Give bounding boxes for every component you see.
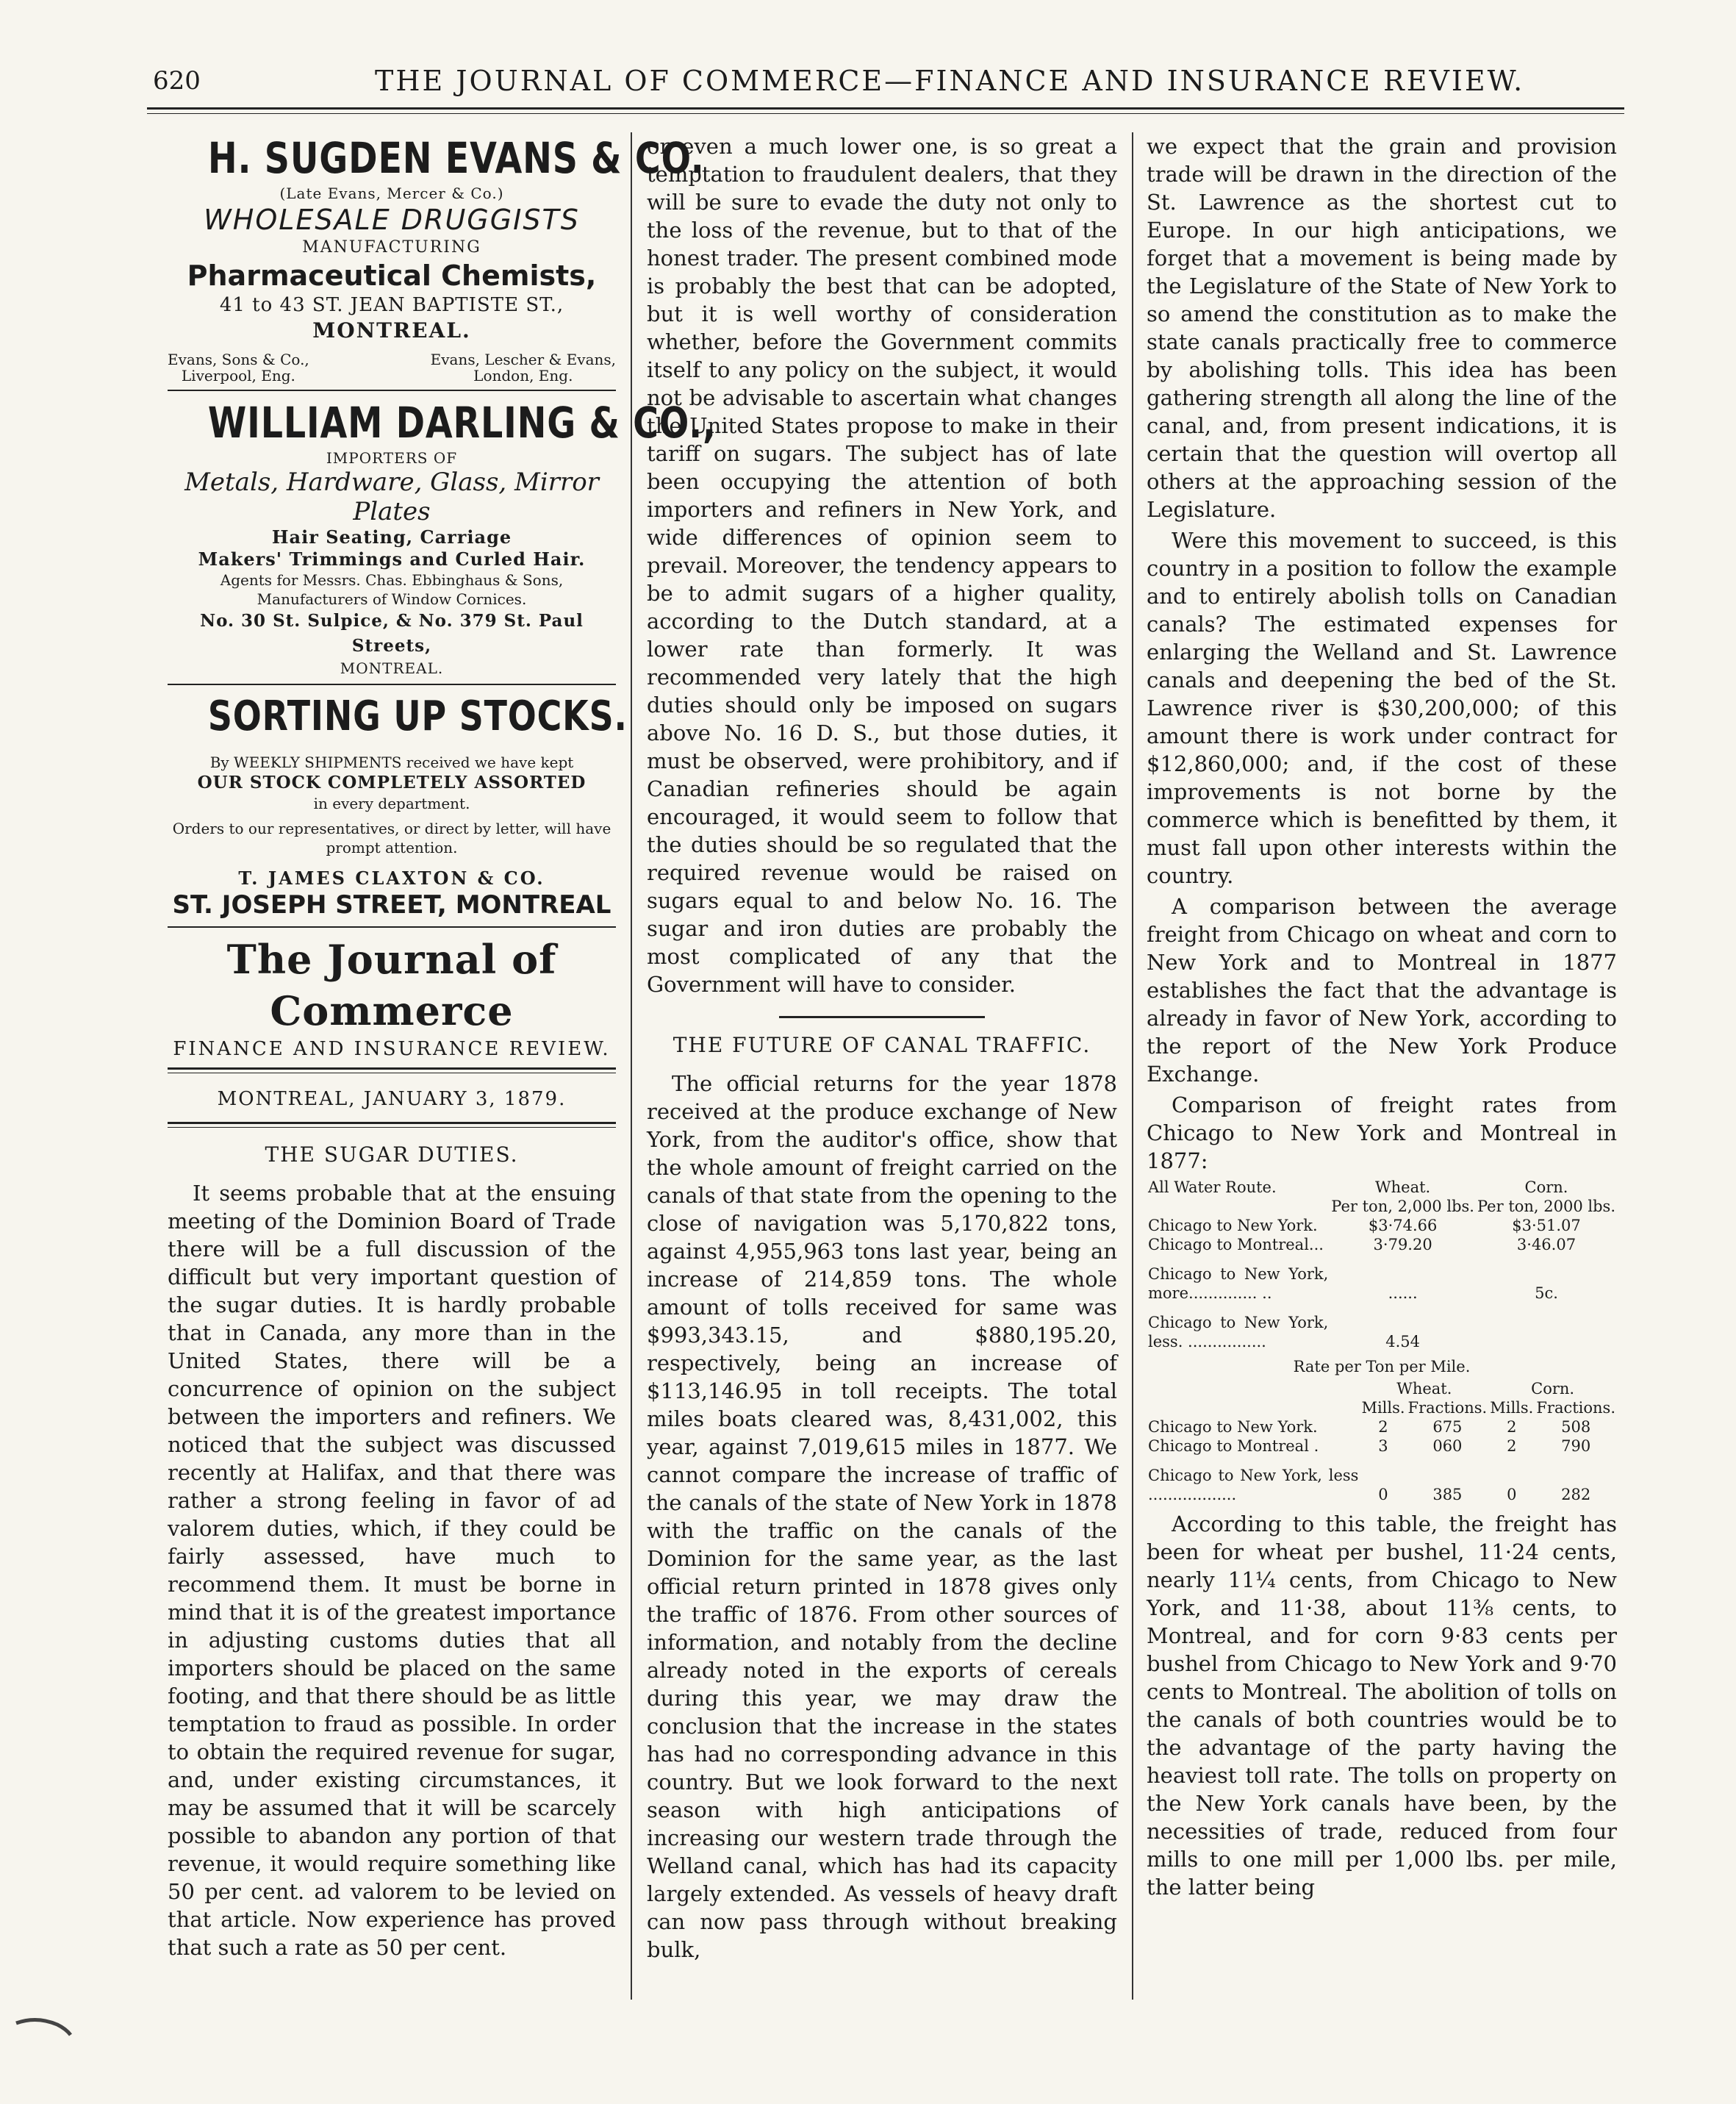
table-row xyxy=(1147,1303,1617,1351)
table-cell: Chicago to Montreal... xyxy=(1148,1236,1324,1253)
article-sugar-title: THE SUGAR DUTIES. xyxy=(265,1142,519,1167)
table-cell: 5c. xyxy=(1535,1284,1558,1302)
table-rate-title: Rate per Ton per Mile. xyxy=(1293,1358,1471,1375)
table-cell: Chicago to New York. xyxy=(1148,1418,1318,1436)
ad-evans-address: 41 to 43 ST. JEAN BAPTISTE ST., xyxy=(219,294,564,316)
article-sugar-paragraph: It seems probable that at the ensuing meeting of the Dominion Board of Trade there will be a full discussion of the difficult but very important question of the sugar duties. It is hardly probable that in Canada, any more than in the United States, there will be a concurrence of opinion on the subject between the importers and refiners. We noticed that the subject was discussed recently at Halifax, and that there was rather a strong feeling in favor of ad valorem duties, which, if they could be fairly assessed, have much to recommend them. It must be borne in mind that it is of the greatest importance in adjusting customs duties that all importers should be placed on the same footing, and that there should be as little temptation to fraud as possible. In order to obtain the required revenue for sugar, and, under existing circumstances, it may be assumed that it will be scarcely possible to abandon any portion of that revenue, it would require something like 50 per cent. ad valorem to be levied on that article. Now experience has proved that such a rate as 50 per cent. xyxy=(168,1181,616,1960)
header-rule xyxy=(147,107,1624,110)
agent-left-city: Liverpool, Eng. xyxy=(181,367,295,384)
ad-evans xyxy=(168,132,705,384)
table-row xyxy=(1147,1178,1617,1197)
table-wheat-unit: Per ton, 2,000 lbs. xyxy=(1331,1198,1474,1215)
table-cell: Chicago to New York, more.............. .. xyxy=(1148,1265,1329,1302)
ad-evans-chemists: Pharmaceutical Chemists, xyxy=(187,260,597,292)
ad-darling-address: No. 30 St. Sulpice, & No. 379 St. Paul Streets, xyxy=(200,611,584,656)
ad-divider xyxy=(168,684,616,685)
ad-claxton-line2: OUR STOCK COMPLETELY ASSORTED xyxy=(197,773,587,792)
ad-claxton-line1: By WEEKLY SHIPMENTS received we have kept xyxy=(209,754,574,771)
article-divider xyxy=(779,1016,985,1018)
rate-mills-header: Mills. xyxy=(1361,1399,1405,1417)
table-cell: 385 xyxy=(1432,1486,1463,1503)
ad-divider xyxy=(168,390,616,391)
article-sugar-paragraph-cont: or even a much lower one, is so great a temptation to fraudulent dealers, that they will be sure to evade the duty not only to the loss of the revenue, but to that of the honest trader. The present combined mode is probably the best that can be adopted, but it is well worthy of consideration whether, before the Government commits itself to any policy on the subject, it would not be advisable to ascertain what changes the United States propose to make in their tariff on sugars. The subject has of late been occupying the attention of both importers and refiners in New York, and wide differences of opinion seem to prevail. Moreover, the tendency appears to be to admit sugars of a higher quality, according to the Dutch standard, at a lower rate than formerly. It was recommended very lately that the high duties should only be imposed on sugars above No. 16 D. S., but those duties, it must be observed, were prohibitory, and if Canadian refineries should be again encouraged, it would seem to follow that the duties should be so regulated that the required revenue would be raised on sugars equal to and below No. 16. The sugar and iron duties are probably the most complicated of any that the Government will have to consider. xyxy=(647,134,1117,997)
table-cell: 4.54 xyxy=(1385,1333,1421,1350)
article-canal-paragraph: According to this table, the freight has been for wheat per bushel, 11·24 cents, nearly 11¼ cents, from Chicago to New York, and 11·38, about 11⅜ cents, to Montreal, and for corn 9·83 cents per bushel from Chicago to New York and 9·70 cents to Montreal. The abolition of tolls on the canals of both countries would be to the advantage of the party having the heaviest toll rate. The tolls on property on the New York canals have been, by the necessities of trade, reduced from four mills to one mill per 1,000 lbs. per mile, the latter being xyxy=(1147,1511,1617,1900)
table-row xyxy=(1147,1197,1617,1216)
table-row xyxy=(1147,1235,1617,1254)
table-corn-unit: Per ton, 2000 lbs. xyxy=(1477,1198,1615,1215)
rate-fractions-header: Fractions. xyxy=(1536,1399,1615,1417)
table-cell: $3·74.66 xyxy=(1368,1217,1438,1234)
ad-evans-name: H. SUGDEN EVANS & CO. xyxy=(207,133,705,183)
table-cell: 2 xyxy=(1507,1437,1517,1455)
ad-claxton-street: ST. JOSEPH STREET, MONTREAL xyxy=(172,890,611,920)
table-cell: Chicago to Montreal . xyxy=(1148,1437,1319,1455)
column-divider xyxy=(1132,132,1133,2000)
article-canal-title: THE FUTURE OF CANAL TRAFFIC. xyxy=(672,1033,1091,1057)
table-cell: 675 xyxy=(1432,1418,1463,1436)
article-canal-paragraph: Were this movement to succeed, is this country in a position to follow the example and to entirely abolish tolls on Canadian canals? The estimated expenses for enlarging the Welland and St. Lawrence canals and deepening the bed of the St. Lawrence river is $30,200,000; of this amount there is work under contract for $12,860,000; and, if the cost of these improvements is not borne by the commerce which is benefitted by them, it must fall upon other interests within the country. xyxy=(1147,528,1617,888)
table-cell: Chicago to New York. xyxy=(1148,1217,1318,1234)
table-row xyxy=(1147,1456,1617,1504)
column-1 xyxy=(168,132,717,2008)
ad-divider xyxy=(168,926,616,928)
rate-table xyxy=(1147,1379,1617,1504)
ad-darling-importers: IMPORTERS OF xyxy=(326,449,458,467)
ad-claxton-firm: T. JAMES CLAXTON & CO. xyxy=(238,867,545,889)
agent-right-city: London, Eng. xyxy=(473,367,573,384)
ad-darling-goods: Metals, Hardware, Glass, Mirror Plates xyxy=(184,468,599,526)
ad-darling xyxy=(168,397,717,678)
table-cell: ...... xyxy=(1388,1284,1418,1302)
freight-table xyxy=(1147,1178,1617,1351)
masthead-subtitle: FINANCE AND INSURANCE REVIEW. xyxy=(173,1038,611,1060)
article-canal-paragraph: Comparison of freight rates from Chicago to New York and Montreal in 1877: xyxy=(1147,1092,1617,1173)
ad-claxton xyxy=(168,691,628,920)
agent-left-name: Evans, Sons & Co., xyxy=(168,351,309,368)
masthead xyxy=(168,934,616,1062)
article-canal-paragraph-cont: we expect that the grain and provision trade will be drawn in the direction of the St. Lawrence as the shortest cut to Europe. In our high anticipations, we forget that a movement is being made by the Legislature of the State of New York to so amend the constitution as to make the state canals practically free to commerce by abolishing tolls. This idea has been gathering strength all along the line of the canal, and, from present indications, it is certain that the question will overtop all others at the approaching session of the Legislature. xyxy=(1147,134,1617,522)
ad-darling-line3: Makers' Trimmings and Curled Hair. xyxy=(198,548,586,570)
running-title: THE JOURNAL OF COMMERCE—FINANCE AND INSURANCE REVIEW. xyxy=(375,65,1525,97)
table-cell: Chicago to New York, less .................. xyxy=(1148,1467,1359,1503)
rate-wheat-header: Wheat. xyxy=(1396,1380,1452,1398)
table-cell: 2 xyxy=(1378,1418,1388,1436)
table-row xyxy=(1147,1436,1617,1456)
table-cell: 2 xyxy=(1507,1418,1517,1436)
page-header xyxy=(147,62,1602,106)
ad-evans-trade: WHOLESALE DRUGGISTS xyxy=(204,204,580,236)
ad-claxton-line3: in every department. xyxy=(313,795,470,812)
ad-darling-agents: Agents for Messrs. Chas. Ebbinghaus & Sons, Manufacturers of Window Cornices. xyxy=(220,571,564,608)
table-route-header: All Water Route. xyxy=(1148,1178,1277,1196)
article-canal-paragraph: A comparison between the average freight from Chicago on wheat and corn to New York and to Montreal in 1877 establishes the fact that the advantage is already in favor of New York, according to the report of the New York Produce Exchange. xyxy=(1147,894,1617,1087)
table-cell: 060 xyxy=(1432,1437,1463,1455)
table-cell: 3 xyxy=(1378,1437,1388,1455)
table-cell: 0 xyxy=(1507,1486,1517,1503)
table-cell: 3·46.07 xyxy=(1516,1236,1577,1253)
table-wheat-header: Wheat. xyxy=(1375,1178,1431,1196)
table-row xyxy=(1147,1417,1617,1436)
ad-evans-city: MONTREAL. xyxy=(312,318,471,343)
ad-darling-line2: Hair Seating, Carriage xyxy=(271,526,512,548)
rate-mills-header: Mills. xyxy=(1490,1399,1534,1417)
rate-corn-header: Corn. xyxy=(1531,1380,1575,1398)
table-corn-header: Corn. xyxy=(1524,1178,1568,1196)
header-rule-thin xyxy=(147,113,1624,114)
rate-fractions-header: Fractions. xyxy=(1407,1399,1488,1417)
table-cell: 3·79.20 xyxy=(1373,1236,1432,1253)
table-cell: 508 xyxy=(1561,1418,1591,1436)
ad-claxton-headline: SORTING UP STOCKS. xyxy=(207,693,628,740)
table-cell: 0 xyxy=(1378,1486,1388,1503)
page-number: 620 xyxy=(153,66,201,96)
table-cell: Chicago to New York, less. ................ xyxy=(1148,1314,1329,1350)
ad-darling-name: WILLIAM DARLING & CO., xyxy=(207,398,717,448)
masthead-title: The Journal of Commerce xyxy=(226,936,557,1034)
article-canal-paragraph: The official returns for the year 1878 received at the produce exchange of New York, from the auditor's office, show that the whole amount of freight carried on the canals of that state from the opening to the close of navigation was 5,170,822 tons, against 4,955,963 tons last year, being an increase of 214,859 tons. The whole amount of tolls received for same was $993,343.15, and $880,195.20, respectively, being an increase of $113,146.95 in toll receipts. The total miles boats cleared was, 8,431,002, this year, against 7,019,615 miles in 1877. We cannot compare the increase of traffic of the canals of the state of New York in 1878 with the traffic on the canals of the Dominion for the same year, as the last official return printed in 1878 gives only the traffic of 1876. From other sources of information, and notably from the decline already noted in the exports of cereals during this year, we may draw the conclusion that the increase in the states has had no corresponding advance in this country. But we look forward to the next season with high anticipations of increasing our western trade through the Welland canal, which has had its capacity largely extended. As vessels of heavy draft can now pass through without breaking bulk, xyxy=(647,1071,1117,1962)
ad-evans-agents xyxy=(168,351,616,384)
page-scuff-mark xyxy=(15,2014,73,2036)
ad-claxton-line4: Orders to our representatives, or direct by letter, will have prompt attention. xyxy=(172,820,611,856)
date-rule xyxy=(168,1122,616,1128)
table-row xyxy=(1147,1398,1617,1417)
table-cell: 282 xyxy=(1561,1486,1591,1503)
column-3 xyxy=(1147,132,1617,2008)
table-cell: $3·51.07 xyxy=(1512,1217,1581,1234)
masthead-rule xyxy=(168,1067,616,1073)
ad-darling-city: MONTREAL. xyxy=(340,659,444,677)
table-cell: 790 xyxy=(1561,1437,1591,1455)
agent-right-name: Evans, Lescher & Evans, xyxy=(430,351,616,368)
ad-evans-late: (Late Evans, Mercer & Co.) xyxy=(279,185,504,202)
issue-date: MONTREAL, JANUARY 3, 1879. xyxy=(217,1088,567,1110)
table-row xyxy=(1147,1254,1617,1303)
column-2 xyxy=(647,132,1117,2008)
ad-evans-manufacturing: MANUFACTURING xyxy=(302,238,481,257)
table-row xyxy=(1147,1216,1617,1235)
table-row xyxy=(1147,1379,1617,1398)
